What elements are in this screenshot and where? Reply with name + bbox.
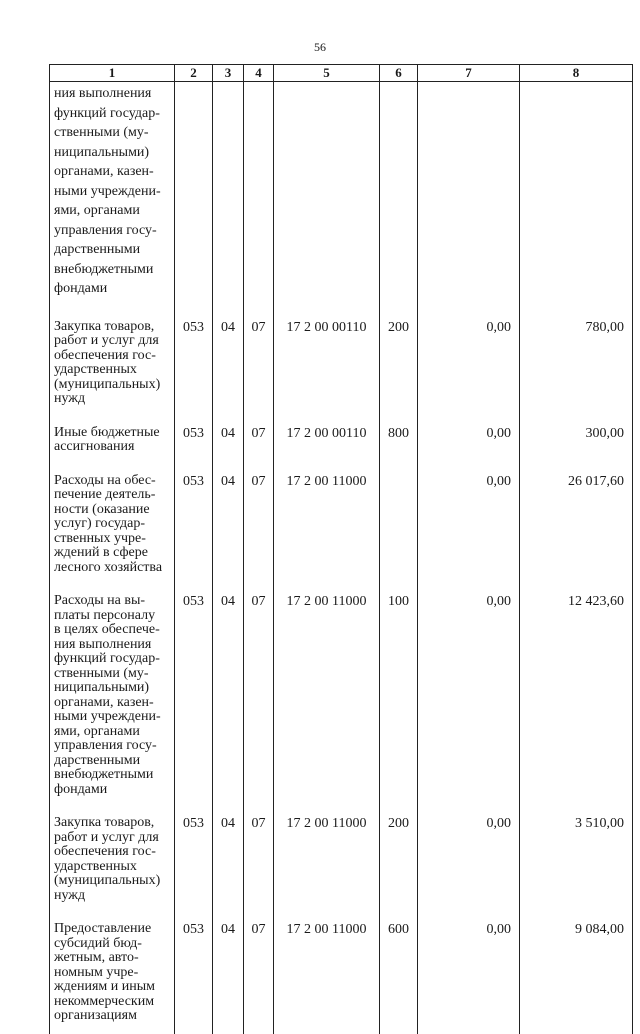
expense-name-line: платы персоналу bbox=[54, 607, 156, 623]
amount-col8-cell bbox=[520, 807, 633, 913]
section-cell-value: 04 bbox=[221, 319, 235, 335]
column-header: 7 bbox=[418, 65, 520, 82]
expense-name-line: нужд bbox=[54, 391, 86, 406]
amount-col8-cell bbox=[520, 417, 633, 465]
ministry-code-cell bbox=[175, 913, 213, 1034]
expense-name-line: ности (оказание bbox=[54, 501, 150, 517]
target-article-cell bbox=[274, 82, 380, 311]
amount-col8-cell bbox=[520, 585, 633, 807]
section-cell-value: 04 bbox=[221, 425, 235, 441]
amount-col8-cell bbox=[520, 311, 633, 417]
expense-type-cell-value: 600 bbox=[388, 922, 409, 937]
expense-name-line: жетным, авто- bbox=[54, 950, 139, 965]
amount-col8-cell-value: 26 017,60 bbox=[568, 473, 624, 489]
expense-name-line: органами, казен- bbox=[54, 164, 154, 179]
subsection-cell-value bbox=[244, 82, 273, 87]
amount-col7-cell-value: 0,00 bbox=[486, 425, 511, 441]
ministry-code-cell bbox=[175, 417, 213, 465]
amount-col7-cell bbox=[418, 311, 520, 417]
table-row bbox=[50, 465, 633, 586]
target-article-cell-value: 17 2 00 00110 bbox=[286, 319, 367, 335]
budget-table bbox=[49, 64, 633, 1034]
ministry-code-cell bbox=[175, 82, 213, 311]
ministry-code-cell-value: 053 bbox=[183, 594, 204, 609]
section-cell bbox=[213, 311, 244, 417]
expense-name-line: функций государ- bbox=[54, 105, 160, 121]
section-cell-value: 04 bbox=[221, 922, 235, 937]
amount-col8-cell bbox=[520, 913, 633, 1034]
column-header: 4 bbox=[244, 65, 274, 82]
expense-name-line: ными учреждени- bbox=[54, 183, 161, 199]
ministry-code-cell-value: 053 bbox=[183, 922, 204, 937]
amount-col8-cell-value: 9 084,00 bbox=[575, 922, 624, 937]
target-article-cell-value: 17 2 00 11000 bbox=[286, 816, 367, 831]
target-article-cell-value bbox=[274, 82, 379, 87]
amount-col8-cell bbox=[520, 82, 633, 311]
expense-type-cell-value: 100 bbox=[388, 594, 409, 609]
expense-name-line: лесного хозяйства bbox=[54, 559, 163, 575]
page-number: 56 bbox=[314, 40, 326, 54]
expense-name-line: Предоставление bbox=[54, 921, 152, 936]
subsection-cell bbox=[244, 82, 274, 311]
amount-col8-cell-value: 3 510,00 bbox=[575, 816, 624, 831]
subsection-cell-value: 07 bbox=[251, 922, 266, 937]
section-cell-value bbox=[213, 82, 243, 87]
expense-name-line: обеспечения гос- bbox=[54, 347, 156, 363]
expense-name-line: дарственными bbox=[54, 242, 141, 257]
expense-type-cell-value: 200 bbox=[388, 816, 409, 831]
expense-name-line: обеспечения гос- bbox=[54, 844, 156, 859]
expense-name-line: (муниципальных) bbox=[54, 873, 161, 888]
expense-name-cell bbox=[50, 585, 175, 807]
expense-name-line: ния выполнения bbox=[54, 636, 152, 652]
expense-type-cell-value bbox=[380, 82, 417, 87]
ministry-code-cell-value bbox=[175, 82, 212, 87]
expense-name-line: ями, органами bbox=[54, 723, 140, 739]
amount-col7-cell bbox=[418, 585, 520, 807]
expense-type-cell-value bbox=[380, 465, 417, 474]
expense-name-line: ударственных bbox=[54, 362, 137, 377]
amount-col7-cell-value: 0,00 bbox=[486, 816, 511, 831]
subsection-cell bbox=[244, 585, 274, 807]
target-article-cell-value: 17 2 00 11000 bbox=[286, 922, 367, 937]
amount-col7-cell bbox=[418, 417, 520, 465]
expense-name-cell bbox=[50, 913, 175, 1034]
expense-name-cell bbox=[50, 465, 175, 586]
expense-name-line: Закупка товаров, bbox=[54, 815, 155, 830]
expense-name-line: ственных учре- bbox=[54, 530, 146, 546]
expense-name-line: дарственными bbox=[54, 752, 141, 768]
target-article-cell-value: 17 2 00 00110 bbox=[286, 425, 367, 441]
amount-col8-cell-value: 12 423,60 bbox=[568, 594, 624, 609]
expense-type-cell bbox=[380, 807, 418, 913]
amount-col8-cell-value: 780,00 bbox=[585, 319, 624, 335]
table-row bbox=[50, 82, 633, 311]
section-cell-value: 04 bbox=[221, 816, 235, 831]
column-header: 1 bbox=[50, 65, 175, 82]
section-cell bbox=[213, 913, 244, 1034]
expense-name-cell bbox=[50, 82, 175, 311]
expense-type-cell bbox=[380, 585, 418, 807]
expense-name-line: внебюджетными bbox=[54, 767, 154, 782]
expense-name-line: (муниципальных) bbox=[54, 376, 161, 392]
expense-name-line: управления госу- bbox=[54, 738, 157, 753]
expense-type-cell bbox=[380, 311, 418, 417]
expense-name-cell bbox=[50, 417, 175, 465]
expense-type-cell-value: 200 bbox=[388, 319, 409, 335]
ministry-code-cell-value: 053 bbox=[183, 816, 204, 831]
table-row bbox=[50, 585, 633, 807]
target-article-cell-value: 17 2 00 11000 bbox=[286, 473, 367, 489]
expense-name-line: Закупка товаров, bbox=[54, 318, 155, 334]
ministry-code-cell bbox=[175, 311, 213, 417]
expense-name-line: организациям bbox=[54, 1008, 137, 1023]
amount-col8-cell bbox=[520, 465, 633, 586]
expense-name-line: функций государ- bbox=[54, 651, 160, 666]
target-article-cell bbox=[274, 465, 380, 586]
column-header: 3 bbox=[213, 65, 244, 82]
ministry-code-cell bbox=[175, 585, 213, 807]
amount-col7-cell bbox=[418, 913, 520, 1034]
amount-col7-cell bbox=[418, 465, 520, 586]
subsection-cell bbox=[244, 807, 274, 913]
target-article-cell bbox=[274, 585, 380, 807]
target-article-cell bbox=[274, 311, 380, 417]
expense-name-line: Расходы на обес- bbox=[54, 472, 156, 488]
expense-name-line: работ и услуг для bbox=[54, 333, 159, 348]
expense-name-cell bbox=[50, 311, 175, 417]
expense-name-line: ассигнования bbox=[54, 439, 135, 454]
ministry-code-cell bbox=[175, 807, 213, 913]
section-cell bbox=[213, 807, 244, 913]
section-cell-value: 04 bbox=[221, 594, 235, 609]
expense-type-cell bbox=[380, 913, 418, 1034]
expense-name-line: ждений в сфере bbox=[54, 545, 148, 560]
table-row bbox=[50, 417, 633, 465]
expense-type-cell bbox=[380, 417, 418, 465]
amount-col8-cell-value: 300,00 bbox=[585, 425, 624, 441]
amount-col7-cell-value: 0,00 bbox=[486, 319, 511, 335]
table-row bbox=[50, 913, 633, 1034]
expense-name-line: услуг) государ- bbox=[54, 516, 145, 531]
section-cell-value: 04 bbox=[221, 473, 235, 489]
expense-name-line: органами, казен- bbox=[54, 694, 154, 710]
ministry-code-cell-value: 053 bbox=[183, 473, 204, 489]
subsection-cell-value: 07 bbox=[251, 425, 266, 441]
table-row bbox=[50, 807, 633, 913]
expense-name-line: управления госу- bbox=[54, 222, 157, 238]
column-header: 2 bbox=[175, 65, 213, 82]
amount-col7-cell bbox=[418, 82, 520, 311]
section-cell bbox=[213, 417, 244, 465]
section-cell bbox=[213, 585, 244, 807]
amount-col7-cell bbox=[418, 807, 520, 913]
target-article-cell bbox=[274, 913, 380, 1034]
expense-name-line: ниципальными) bbox=[54, 680, 150, 695]
expense-name-line: фондами bbox=[54, 281, 108, 296]
expense-name-line: работ и услуг для bbox=[54, 829, 159, 845]
ministry-code-cell bbox=[175, 465, 213, 586]
expense-name-cell bbox=[50, 807, 175, 913]
column-header: 6 bbox=[380, 65, 418, 82]
ministry-code-cell-value: 053 bbox=[183, 425, 204, 441]
amount-col8-cell-value bbox=[520, 82, 632, 87]
expense-name-line: ными учреждени- bbox=[54, 709, 161, 724]
amount-col7-cell-value bbox=[418, 82, 519, 87]
target-article-cell bbox=[274, 807, 380, 913]
subsection-cell bbox=[244, 465, 274, 586]
subsection-cell-value: 07 bbox=[251, 816, 266, 831]
subsection-cell-value: 07 bbox=[251, 594, 266, 609]
subsection-cell bbox=[244, 311, 274, 417]
column-header: 8 bbox=[520, 65, 633, 82]
expense-name-line: ударственных bbox=[54, 858, 137, 874]
expense-name-line: фондами bbox=[54, 781, 108, 797]
expense-type-cell bbox=[380, 465, 418, 586]
target-article-cell bbox=[274, 417, 380, 465]
amount-col7-cell-value: 0,00 bbox=[486, 473, 511, 489]
subsection-cell-value: 07 bbox=[251, 473, 266, 489]
amount-col7-cell-value: 0,00 bbox=[486, 594, 511, 609]
expense-type-cell bbox=[380, 82, 418, 311]
expense-name-line: ственными (му- bbox=[54, 125, 149, 140]
expense-name-line: номным учре- bbox=[54, 964, 139, 980]
subsection-cell bbox=[244, 417, 274, 465]
expense-name-line: ниципальными) bbox=[54, 144, 150, 160]
subsection-cell-value: 07 bbox=[251, 319, 266, 335]
expense-name-line: субсидий бюд- bbox=[54, 935, 142, 951]
expense-name-line: в целях обеспече- bbox=[54, 622, 160, 637]
subsection-cell bbox=[244, 913, 274, 1034]
expense-name-line: ями, органами bbox=[54, 203, 140, 218]
table-header-row bbox=[50, 65, 633, 82]
ministry-code-cell-value: 053 bbox=[183, 319, 204, 335]
expense-name-line: печение деятель- bbox=[54, 487, 156, 502]
amount-col7-cell-value: 0,00 bbox=[486, 922, 511, 937]
expense-name-line: Расходы на вы- bbox=[54, 593, 146, 608]
section-cell bbox=[213, 82, 244, 311]
target-article-cell-value: 17 2 00 11000 bbox=[286, 594, 367, 609]
table-row bbox=[50, 311, 633, 417]
expense-type-cell-value: 800 bbox=[388, 425, 409, 441]
expense-name-line: ственными (му- bbox=[54, 665, 149, 681]
expense-name-line: ния выполнения bbox=[54, 86, 152, 101]
section-cell bbox=[213, 465, 244, 586]
expense-name-line: Иные бюджетные bbox=[54, 424, 160, 440]
expense-name-line: нужд bbox=[54, 887, 86, 903]
expense-name-line: ждениям и иным bbox=[54, 979, 156, 994]
expense-name-line: внебюджетными bbox=[54, 261, 154, 277]
column-header: 5 bbox=[274, 65, 380, 82]
expense-name-line: некоммерческим bbox=[54, 993, 155, 1009]
